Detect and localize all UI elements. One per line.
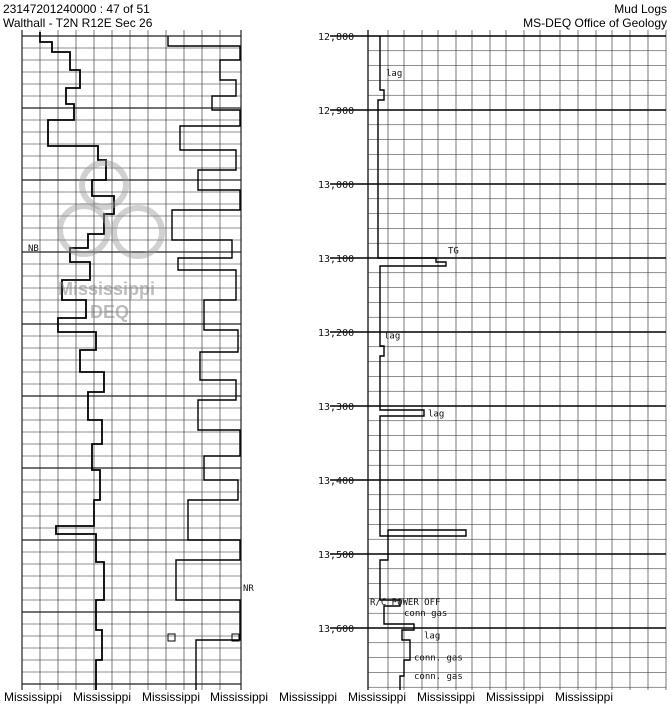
- annotation-tg: TG: [448, 246, 459, 257]
- depth-label: 12,900: [318, 106, 355, 117]
- annotation-lag: lag: [428, 409, 445, 420]
- location-label: Walthall - T2N R12E Sec 26: [3, 16, 153, 30]
- annotation-conn-gas: conn. gas: [414, 672, 463, 683]
- footer-watermark-text: Mississippi: [279, 690, 338, 704]
- watermark-ring-left: [60, 206, 108, 254]
- sample-box: [168, 634, 175, 641]
- footer-watermark-text: Mississippi: [417, 690, 476, 704]
- watermark-line2: DEQ: [90, 302, 130, 322]
- depth-scale: [318, 32, 666, 635]
- annotation-conn-gas: conn. gas: [414, 653, 463, 664]
- annotation-r-c-power-off: R/C POWER OFF: [370, 598, 441, 609]
- watermark-ring-right: [114, 208, 162, 256]
- right-track-grid: [368, 30, 666, 690]
- depth-label: 13,600: [318, 624, 355, 635]
- footer-watermark-text: Mississippi: [486, 690, 545, 704]
- marker-nb: NB: [28, 244, 39, 254]
- annotation-lag: lag: [384, 331, 401, 342]
- watermark-line1: Mississippi: [58, 279, 156, 299]
- footer-watermark-text: Mississippi: [210, 690, 269, 704]
- depth-label: 13,100: [318, 254, 355, 265]
- annotation-conn-gas: conn gas: [404, 609, 448, 620]
- depth-label: 13,200: [318, 328, 355, 339]
- marker-nr: NR: [243, 584, 254, 594]
- footer-watermark-text: Mississippi: [555, 690, 614, 704]
- left-track-grid: [22, 30, 241, 690]
- right-track-annotations: [370, 69, 463, 682]
- left-track-curves: [40, 32, 240, 690]
- annotation-lag: lag: [386, 69, 403, 79]
- depth-label: 13,500: [318, 550, 355, 561]
- depth-label: 12,800: [318, 32, 355, 43]
- depth-label: 13,300: [318, 402, 355, 413]
- footer-watermark-text: Mississippi: [142, 690, 201, 704]
- watermark-ring-top: [82, 163, 126, 207]
- gas-trace-left: [168, 36, 240, 690]
- annotation-lag: lag: [424, 631, 441, 642]
- deq-watermark: [58, 163, 162, 322]
- footer-watermark-text: Mississippi: [348, 690, 407, 704]
- log-type-label: Mud Logs: [614, 2, 667, 16]
- well-id-label: 23147201240000 : 47 of 51: [3, 2, 150, 16]
- depth-label: 13,400: [318, 476, 355, 487]
- rop-curve: [40, 32, 114, 690]
- footer-watermark-text: Mississippi: [73, 690, 132, 704]
- footer-watermark-strip: [0, 690, 671, 705]
- agency-label: MS-DEQ Office of Geology: [523, 16, 667, 30]
- depth-label: 13,000: [318, 180, 355, 191]
- footer-watermark-text: Mississippi: [4, 690, 63, 704]
